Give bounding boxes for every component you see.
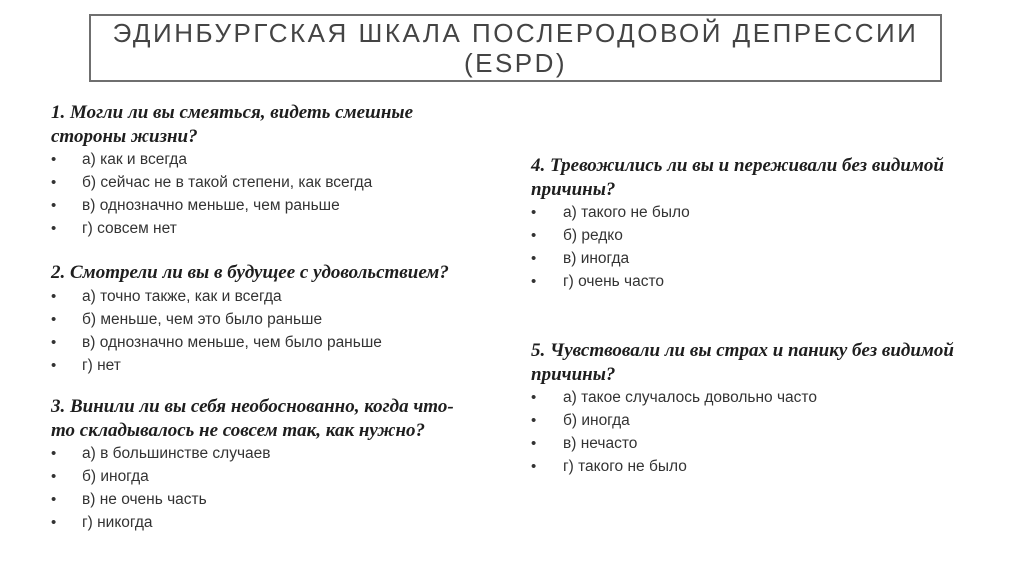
option-text: а) как и всегда [82, 151, 187, 168]
option-a [51, 285, 521, 308]
bullet-icon: • [531, 389, 537, 406]
bullet-icon: • [531, 273, 537, 290]
option-c [531, 432, 1011, 455]
question-2 [51, 261, 521, 377]
option-text: а) точно также, как и всегда [82, 287, 282, 305]
question-5-options [531, 386, 1011, 478]
question-1-title-line-2: стороны жизни? [51, 125, 198, 147]
bullet-icon: • [51, 356, 57, 374]
bullet-icon: • [51, 151, 57, 168]
question-2-options [51, 285, 521, 377]
bullet-icon: • [51, 491, 57, 508]
question-4 [531, 154, 1011, 293]
bullet-icon: • [51, 468, 57, 485]
question-1-title-line-1: 1. Могли ли вы смеяться, видеть смешные [51, 102, 414, 123]
question-4-title-line-2: причины? [531, 178, 616, 200]
option-text: в) не очень часть [82, 491, 207, 508]
question-4-title-line-1: 4. Тревожились ли вы и переживали без видимой [531, 155, 944, 176]
option-text: б) иногда [563, 412, 630, 429]
question-3-options [51, 442, 521, 534]
option-a [531, 386, 1011, 409]
option-text: б) редко [563, 227, 623, 244]
option-a [531, 201, 1011, 224]
option-text: в) однозначно меньше, чем раньше [82, 197, 340, 214]
option-text: в) нечасто [563, 435, 638, 452]
option-b [51, 308, 521, 331]
page-title: ЭДИНБУРГСКАЯ ШКАЛА ПОСЛЕРОДОВОЙ ДЕПРЕССИИ [112, 18, 919, 48]
option-text: а) такое случалось довольно часто [563, 389, 817, 406]
option-text: б) иногда [82, 468, 149, 485]
question-3-title [51, 395, 521, 442]
question-4-options [531, 201, 1011, 293]
question-5-title-line-2: причины? [531, 363, 616, 385]
option-text: б) сейчас не в такой степени, как всегда [82, 174, 373, 191]
option-b [531, 224, 1011, 247]
option-text: г) очень часто [563, 273, 665, 290]
question-5-title-line-1: 5. Чувствовали ли вы страх и панику без видимой [531, 340, 954, 361]
option-d [51, 217, 521, 240]
option-b [531, 409, 1011, 432]
option-c [51, 194, 521, 217]
option-c [51, 331, 521, 354]
bullet-icon: • [51, 310, 57, 328]
question-1 [51, 101, 521, 240]
question-2-title [51, 261, 521, 285]
option-text: г) нет [82, 356, 121, 374]
bullet-icon: • [51, 174, 57, 191]
option-text: в) иногда [563, 250, 630, 267]
option-d [531, 455, 1011, 478]
question-5 [531, 339, 1011, 478]
bullet-icon: • [531, 458, 537, 475]
bullet-icon: • [531, 227, 537, 244]
question-3-title-line-2: то складывалось не совсем так, как нужно? [51, 419, 425, 441]
option-d [531, 270, 1011, 293]
option-b [51, 171, 521, 194]
bullet-icon: • [531, 204, 537, 221]
bullet-icon: • [51, 197, 57, 214]
bullet-icon: • [51, 220, 57, 237]
question-2-title-line-1: 2. Смотрели ли вы в будущее с удовольствием? [51, 262, 449, 283]
question-3-title-line-1: 3. Винили ли вы себя необоснованно, когда что- [51, 396, 454, 417]
bullet-icon: • [51, 287, 57, 305]
question-4-title [531, 154, 1011, 201]
title-box [89, 14, 942, 82]
option-d [51, 511, 521, 534]
question-5-title [531, 339, 1011, 386]
option-a [51, 148, 521, 171]
option-text: г) такого не было [563, 458, 687, 475]
option-b [51, 465, 521, 488]
option-text: в) однозначно меньше, чем было раньше [82, 333, 382, 351]
option-c [531, 247, 1011, 270]
bullet-icon: • [531, 250, 537, 267]
option-text: г) совсем нет [82, 220, 177, 237]
question-1-title [51, 101, 521, 148]
option-text: а) такого не было [563, 204, 690, 221]
option-text: г) никогда [82, 514, 153, 531]
page-subtitle: (ESPD) [463, 48, 568, 78]
option-d [51, 354, 521, 377]
option-text: а) в большинстве случаев [82, 445, 271, 462]
question-3 [51, 395, 521, 534]
option-a [51, 442, 521, 465]
bullet-icon: • [531, 435, 537, 452]
option-text: б) меньше, чем это было раньше [82, 310, 323, 328]
option-c [51, 488, 521, 511]
bullet-icon: • [51, 333, 57, 351]
question-1-options [51, 148, 521, 240]
bullet-icon: • [531, 412, 537, 429]
bullet-icon: • [51, 445, 57, 462]
bullet-icon: • [51, 514, 57, 531]
